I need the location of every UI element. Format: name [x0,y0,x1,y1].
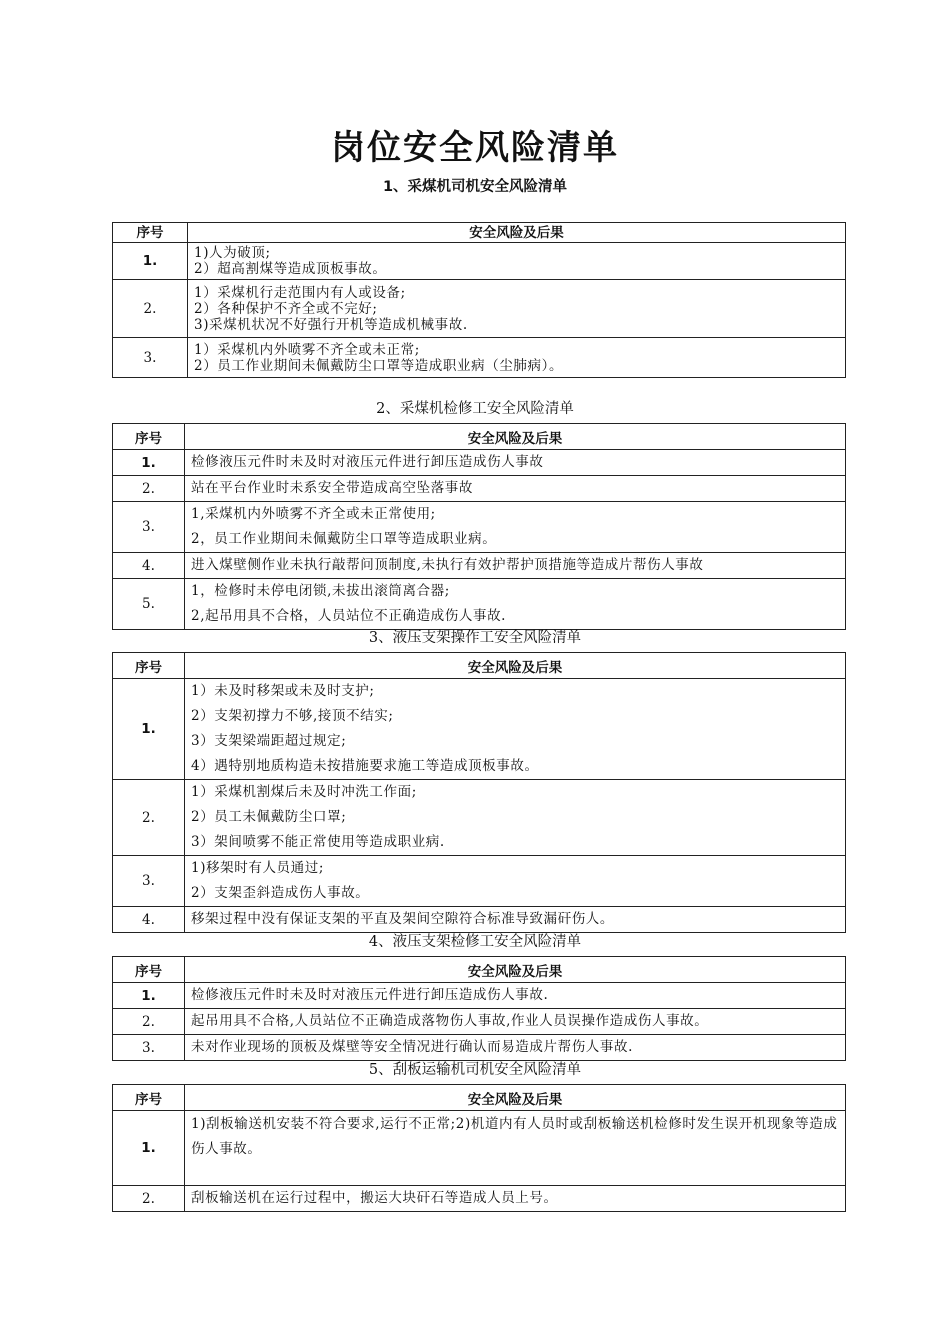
risk-line: 站在平台作业时未系安全带造成高空坠落事故 [191,480,473,496]
table-row [113,780,846,856]
risk-line: 2）各种保护不齐全或不完好; [194,300,378,317]
risk-line: 2）超高割煤等造成顶板事故。 [194,261,387,277]
header-risk: 安全风险及后果 [185,424,846,450]
table-row [113,983,846,1009]
risk-line: 起吊用具不合格,人员站位不正确造成落物伤人事故,作业人员误操作造成伤人事故。 [191,1013,709,1029]
table-row [113,1111,846,1186]
row-risk [185,450,846,476]
risk-table-5 [112,1084,846,1212]
row-risk [188,243,846,280]
risk-line: 3)采煤机状况不好强行开机等造成机械事故. [194,316,468,333]
risk-line: 1)移架时有人员通过; [191,860,325,876]
table-row [113,579,846,630]
risk-line: 1）采煤机行走范围内有人或设备; [194,284,406,301]
risk-line: 1)刮板输送机安装不符合要求,运行不正常;2)机道内有人员时或刮板输送机检修时发生误开机现象等造成伤人事故。 [191,1116,838,1157]
risk-line: 刮板输送机在运行过程中，搬运大块矸石等造成人员上号。 [191,1190,558,1206]
row-number: 3. [113,856,185,907]
row-risk [185,502,846,553]
row-risk [185,780,846,856]
risk-line: 2）员工未佩戴防尘口罩; [191,809,347,825]
row-number: 4. [113,907,185,933]
risk-line: 检修液压元件时未及时对液压元件进行卸压造成伤人事故. [191,987,549,1003]
row-risk [188,338,846,378]
risk-line: 2,起吊用具不合格，人员站位不正确造成伤人事故. [191,608,507,624]
row-risk [185,907,846,933]
row-risk [185,1035,846,1061]
row-number: 2. [113,1186,185,1212]
risk-line: 移架过程中没有保证支架的平直及架间空隙符合标准导致漏矸伤人。 [191,911,614,927]
row-number: 1. [113,679,185,780]
risk-line: 3）架间喷雾不能正常使用等造成职业病. [191,834,445,850]
risk-table-3 [112,652,846,933]
risk-line: 1）采煤机割煤后未及时冲洗工作面; [191,784,417,800]
table-header-row [113,653,846,679]
table-row [113,338,846,378]
risk-line: 2）支架歪斜造成伤人事故。 [191,885,370,901]
row-number: 3. [113,1035,185,1061]
section-title-3: 3、液压支架操作工安全风险清单 [368,630,582,646]
risk-table-2 [112,423,846,630]
table-row [113,243,846,280]
header-no: 序号 [113,223,188,243]
row-risk [185,1186,846,1212]
table-row [113,1009,846,1035]
row-risk [185,856,846,907]
table-header-row [113,1085,846,1111]
row-number: 2. [113,780,185,856]
header-risk: 安全风险及后果 [188,223,846,243]
table-header-row [113,223,846,243]
row-risk [185,553,846,579]
header-risk: 安全风险及后果 [185,653,846,679]
header-no: 序号 [113,653,185,679]
risk-line: 检修液压元件时未及时对液压元件进行卸压造成伤人事故 [191,454,544,470]
table-row [113,907,846,933]
risk-line: 4）遇特别地质构造未按措施要求施工等造成顶板事故。 [191,758,539,774]
table-row [113,502,846,553]
table-row [113,450,846,476]
table-row [113,679,846,780]
row-number: 1. [113,450,185,476]
risk-line: 1,采煤机内外喷雾不齐全或未正常使用; [191,506,436,522]
section-title-1: 1、采煤机司机安全风险清单 [382,179,568,195]
risk-line: 2，员工作业期间未佩戴防尘口罩等造成职业病。 [191,531,497,547]
row-number: 3. [113,502,185,553]
risk-line: 未对作业现场的顶板及煤壁等安全情况进行确认而易造成片帮伤人事故. [191,1039,633,1055]
row-number: 4. [113,553,185,579]
section-title-4: 4、液压支架检修工安全风险清单 [368,934,582,950]
table-row [113,553,846,579]
row-risk [185,579,846,630]
row-number: 1. [113,1111,185,1186]
table-row [113,856,846,907]
row-risk [185,1009,846,1035]
row-number: 1. [113,983,185,1009]
table-row [113,1186,846,1212]
table-header-row [113,957,846,983]
header-no: 序号 [113,424,185,450]
risk-line: 3）支架梁端距超过规定; [191,733,347,749]
risk-table-4 [112,956,846,1061]
section-title-5: 5、刮板运输机司机安全风险清单 [368,1062,582,1078]
header-no: 序号 [113,957,185,983]
row-number: 5. [113,579,185,630]
row-number: 2. [113,476,185,502]
table-header-row [113,424,846,450]
risk-line: 1)人为破顶; [194,245,271,261]
row-number: 2. [113,280,188,338]
risk-table-1 [112,222,846,378]
row-number: 3. [113,338,188,378]
risk-line: 1，检修时未停电闭锁,未拔出滚筒离合器; [191,583,450,599]
section-title-2: 2、采煤机检修工安全风险清单 [376,401,574,417]
row-number: 2. [113,1009,185,1035]
risk-line: 2）员工作业期间未佩戴防尘口罩等造成职业病（尘肺病）。 [194,357,564,374]
header-risk: 安全风险及后果 [185,957,846,983]
risk-line: 2）支架初撑力不够,接顶不结实; [191,708,394,724]
risk-line: 1）未及时移架或未及时支护; [191,683,375,699]
risk-line: 1）采煤机内外喷雾不齐全或未正常; [194,341,420,358]
row-risk [185,679,846,780]
table-row [113,280,846,338]
row-number: 1. [113,243,188,280]
header-no: 序号 [113,1085,185,1111]
table-row [113,1035,846,1061]
document-title: 岗位安全风险清单 [331,128,619,168]
row-risk [188,280,846,338]
table-row [113,476,846,502]
row-risk [185,1111,846,1186]
row-risk [185,983,846,1009]
header-risk: 安全风险及后果 [185,1085,846,1111]
risk-line: 进入煤壁侧作业未执行敲帮问顶制度,未执行有效护帮护顶措施等造成片帮伤人事故 [191,557,704,573]
row-risk [185,476,846,502]
